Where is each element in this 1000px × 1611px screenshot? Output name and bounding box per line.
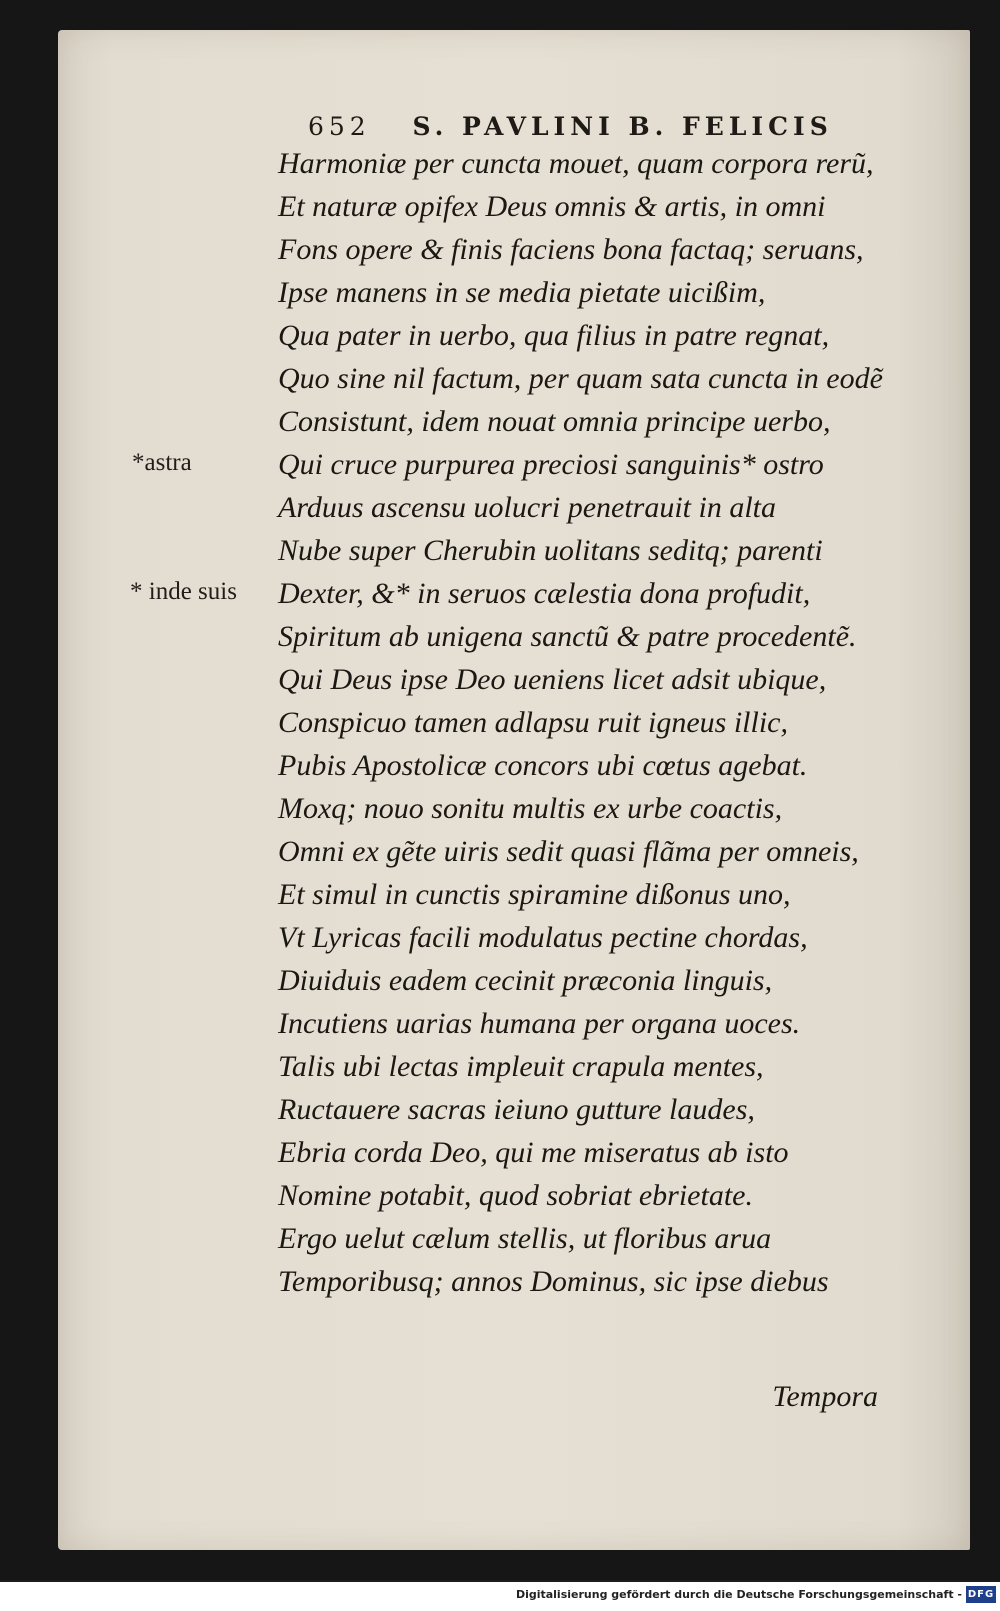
verse-line: Fons opere & finis faciens bona factaq; seruans, bbox=[278, 233, 864, 266]
footer-bar bbox=[0, 1582, 1000, 1611]
verse-block bbox=[278, 142, 958, 1303]
verse-line: Dexter, &* in seruos cælestia dona profudit, bbox=[278, 577, 811, 610]
verse-line: Harmoniæ per cuncta mouet, quam corpora rerũ, bbox=[278, 147, 874, 180]
running-header bbox=[308, 112, 928, 141]
verse-line: Pubis Apostolicæ concors ubi cœtus agebat. bbox=[278, 749, 808, 782]
margin-note: *astra bbox=[132, 449, 192, 476]
verse-line: Ergo uelut cælum stellis, ut floribus arua bbox=[278, 1222, 772, 1255]
verse-line: Qui Deus ipse Deo ueniens licet adsit ubique, bbox=[278, 663, 827, 696]
verse-line: Qui cruce purpurea preciosi sanguinis* ostro bbox=[278, 448, 824, 481]
verse-line: Incutiens uarias humana per organa uoces. bbox=[278, 1007, 801, 1040]
verse-line: Et naturæ opifex Deus omnis & artis, in omni bbox=[278, 190, 826, 223]
catchword: Tempora bbox=[772, 1380, 878, 1413]
verse-line: Vt Lyricas facili modulatus pectine chordas, bbox=[278, 921, 808, 954]
verse-line: Diuiduis eadem cecinit præconia linguis, bbox=[278, 964, 773, 997]
verse-line: Moxq; nouo sonitu multis ex urbe coactis, bbox=[278, 792, 783, 825]
verse-line: Et simul in cunctis spiramine dißonus uno, bbox=[278, 878, 791, 911]
verse-line: Ructauere sacras ieiuno gutture laudes, bbox=[278, 1093, 755, 1126]
running-title: S. PAVLINI B. FELICIS bbox=[412, 112, 833, 141]
verse-line: Ipse manens in se media pietate uicißim, bbox=[278, 276, 766, 309]
margin-note: * inde suis bbox=[130, 578, 237, 605]
verse-line: Nube super Cherubin uolitans seditq; parenti bbox=[278, 534, 823, 567]
verse-line: Omni ex gẽte uiris sedit quasi flãma per omneis, bbox=[278, 835, 859, 868]
verse-line: Ebria corda Deo, qui me miseratus ab isto bbox=[278, 1136, 789, 1169]
verse-line: Spiritum ab unigena sanctũ & patre procedentẽ. bbox=[278, 620, 857, 653]
verse-line: Qua pater in uerbo, qua filius in patre regnat, bbox=[278, 319, 830, 352]
verse-line: Nomine potabit, quod sobriat ebrietate. bbox=[278, 1179, 753, 1212]
verse-line: Conspicuo tamen adlapsu ruit igneus illic, bbox=[278, 706, 788, 739]
verse-line: Consistunt, idem nouat omnia principe uerbo, bbox=[278, 405, 831, 438]
verse-line: Arduus ascensu uolucri penetrauit in alta bbox=[278, 491, 777, 524]
dfg-logo-icon: DFG bbox=[966, 1586, 996, 1603]
funding-credit: Digitalisierung gefördert durch die Deutsche Forschungsgemeinschaft - bbox=[515, 1588, 962, 1601]
book-page bbox=[58, 30, 970, 1550]
verse-line: Talis ubi lectas impleuit crapula mentes, bbox=[278, 1050, 764, 1083]
verse-line: Quo sine nil factum, per quam sata cuncta in eodẽ bbox=[278, 362, 883, 395]
page-number: 652 bbox=[308, 112, 371, 141]
verse-line: Temporibusq; annos Dominus, sic ipse diebus bbox=[278, 1265, 829, 1298]
